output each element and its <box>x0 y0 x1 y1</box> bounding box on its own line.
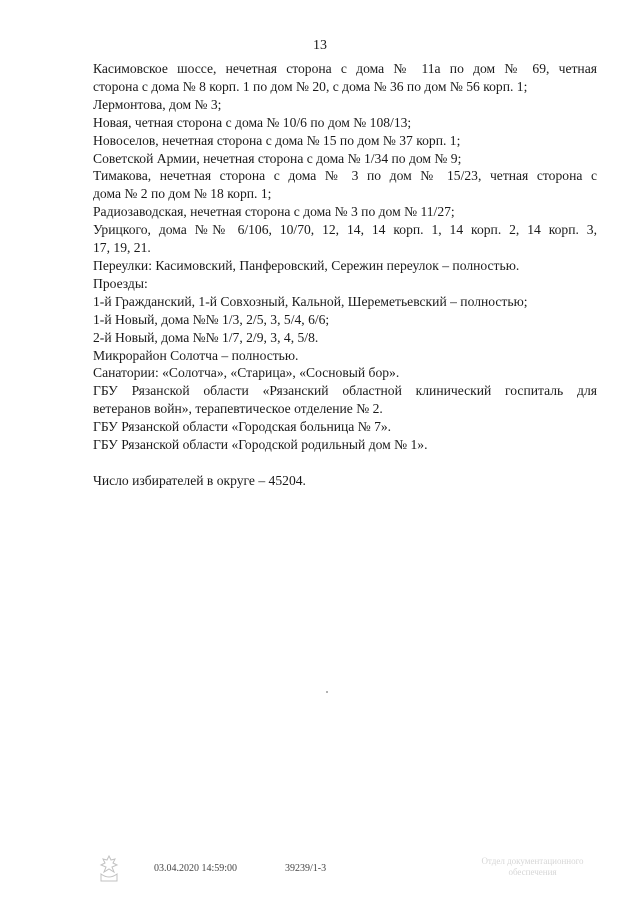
page-footer <box>0 854 640 894</box>
text-line: 1-й Новый, дома №№ 1/3, 2/5, 3, 5/4, 6/6; <box>93 311 330 327</box>
text-line: Урицкого, дома №№ 6/106, 10/70, 12, 14, 14 корп. 1, 14 корп. 2, 14 корп. 3, <box>93 222 597 238</box>
footer-doc-code: 39239/1-3 <box>285 863 327 874</box>
text-line: 1-й Гражданский, 1-й Совхозный, Кальной, Шереметьевский – полностью; <box>93 293 528 309</box>
text-line: ГБУ Рязанской области «Рязанский областной клинический госпиталь для <box>93 383 597 399</box>
faded-stamp <box>450 856 615 878</box>
text-line: Проезды: <box>93 275 148 291</box>
paragraph-gap <box>93 454 597 472</box>
text-line: Новая, четная сторона с дома № 10/6 по дом № 108/13; <box>93 114 412 130</box>
text-line: Микрорайон Солотча – полностью. <box>93 347 299 363</box>
text-line: ГБУ Рязанской области «Городская больница № 7». <box>93 419 392 435</box>
text-line: ветеранов войн», терапевтическое отделение № 2. <box>93 401 383 417</box>
text-line: 17, 19, 21. <box>93 240 151 256</box>
text-line: ГБУ Рязанской области «Городской родильный дом № 1». <box>93 437 428 453</box>
document-body <box>93 60 597 490</box>
text-line: Радиозаводская, нечетная сторона с дома № 3 по дом № 11/27; <box>93 204 455 220</box>
stamp-line: обеспечения <box>508 867 557 877</box>
text-line: Касимовское шоссе, нечетная сторона с дома № 11а по дом № 69, четная <box>93 61 597 76</box>
text-line: Советской Армии, нечетная сторона с дома № 1/34 по дом № 9; <box>93 150 462 166</box>
text-line: Лермонтова, дом № 3; <box>93 96 222 112</box>
text-line: сторона с дома № 8 корп. 1 по дом № 20, с дома № 36 по дом № 56 корп. 1; <box>93 78 528 94</box>
voters-count: Число избирателей в округе – 45204. <box>93 472 306 488</box>
text-line: Тимакова, нечетная сторона с дома № 3 по дом № 15/23, четная сторона с <box>93 168 597 184</box>
coat-of-arms-icon <box>95 854 123 884</box>
footer-datetime: 03.04.2020 14:59:00 <box>154 863 238 874</box>
text-line: Санатории: «Солотча», «Старица», «Сосновый бор». <box>93 365 400 381</box>
text-line: 2-й Новый, дома №№ 1/7, 2/9, 3, 4, 5/8. <box>93 329 319 345</box>
text-line: Переулки: Касимовский, Панферовский, Сережин переулок – полностью. <box>93 257 520 273</box>
page-number: 13 <box>313 38 327 53</box>
text-line: Новоселов, нечетная сторона с дома № 15 по дом № 37 корп. 1; <box>93 132 461 148</box>
text-line: дома № 2 по дом № 18 корп. 1; <box>93 186 272 202</box>
scan-speck <box>326 691 328 693</box>
stamp-line: Отдел документационного <box>481 856 584 866</box>
